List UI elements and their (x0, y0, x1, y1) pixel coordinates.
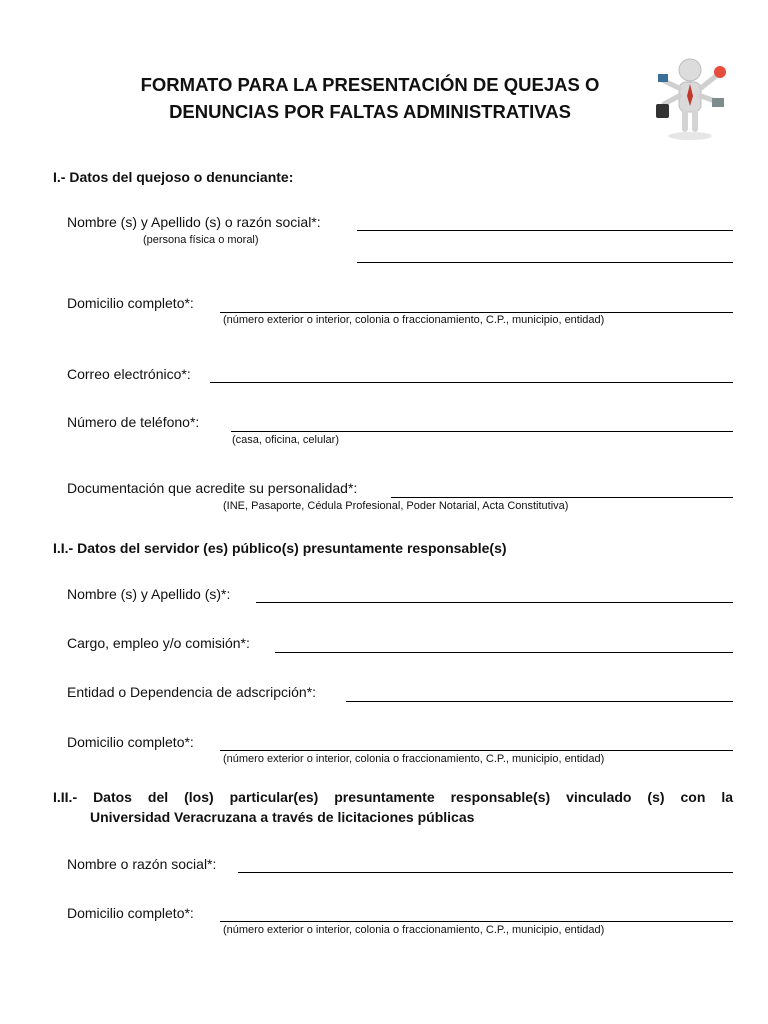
official-agency-line[interactable] (346, 701, 733, 702)
section-heading-3-line-1: I.II.- Datos del (los) particular(es) presuntamente responsable(s) vinculado (s) con la (53, 789, 733, 805)
field-label-email: Correo electrónico*: (67, 366, 191, 382)
complainant-name-line-2[interactable] (357, 262, 733, 263)
official-name-line[interactable] (256, 602, 733, 603)
field-hint-party-address: (número exterior o interior, colonia o fraccionamiento, C.P., municipio, entidad) (223, 924, 605, 936)
section-heading-3 (53, 787, 733, 827)
field-hint-phone: (casa, oficina, celular) (232, 434, 339, 446)
field-label-party-name: Nombre o razón social*: (67, 856, 217, 872)
email-line[interactable] (210, 382, 733, 383)
field-label-phone: Número de teléfono*: (67, 414, 200, 430)
complainant-name-line-1[interactable] (357, 230, 733, 231)
party-name-line[interactable] (238, 872, 733, 873)
field-hint-complainant-address: (número exterior o interior, colonia o fraccionamiento, C.P., municipio, entidad) (223, 314, 605, 326)
field-hint-official-address: (número exterior o interior, colonia o fraccionamiento, C.P., municipio, entidad) (223, 753, 605, 765)
section-heading-3-line-2: Universidad Veracruzana a través de licitaciones públicas (90, 809, 475, 825)
field-label-complainant-name: Nombre (s) y Apellido (s) o razón social*: (67, 214, 321, 230)
section-heading-2: I.I.- Datos del servidor (es) público(s) presuntamente responsable(s) (53, 540, 507, 556)
field-label-party-address: Domicilio completo*: (67, 905, 194, 921)
field-label-complainant-address: Domicilio completo*: (67, 295, 194, 311)
official-position-line[interactable] (275, 652, 733, 653)
title-line-2: DENUNCIAS POR FALTAS ADMINISTRATIVAS (169, 101, 571, 122)
phone-line[interactable] (231, 431, 733, 432)
field-label-identity-document: Documentación que acredite su personalidad*: (67, 480, 358, 496)
page-title (90, 71, 650, 125)
title-line-1: FORMATO PARA LA PRESENTACIÓN DE QUEJAS O (140, 74, 600, 95)
section-heading-1: I.- Datos del quejoso o denunciante: (53, 169, 294, 185)
person-multitasking-figure-icon (650, 50, 730, 142)
official-address-line[interactable] (220, 750, 733, 751)
field-label-official-name: Nombre (s) y Apellido (s)*: (67, 586, 231, 602)
field-hint-identity-document: (INE, Pasaporte, Cédula Profesional, Poder Notarial, Acta Constitutiva) (223, 500, 569, 512)
party-address-line[interactable] (220, 921, 733, 922)
field-label-official-position: Cargo, empleo y/o comisión*: (67, 635, 250, 651)
identity-document-line[interactable] (391, 497, 733, 498)
field-label-official-address: Domicilio completo*: (67, 734, 194, 750)
field-label-official-agency: Entidad o Dependencia de adscripción*: (67, 684, 317, 700)
field-hint-complainant-name: (persona física o moral) (143, 234, 259, 246)
